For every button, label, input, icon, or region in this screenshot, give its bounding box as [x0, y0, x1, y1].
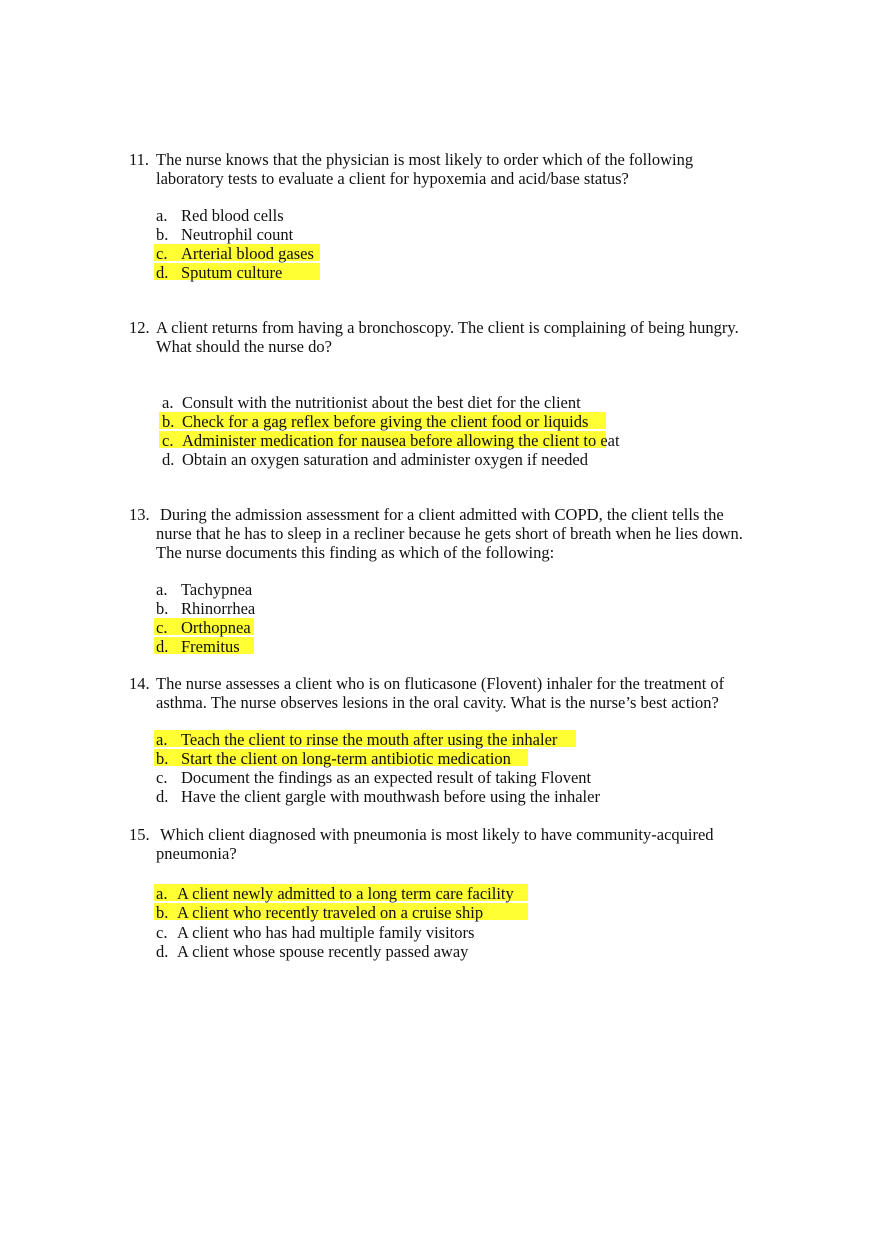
- question-text-line: What should the nurse do?: [156, 337, 332, 356]
- answer-option: c. Administer medication for nausea before allowing the client to eat: [162, 431, 620, 450]
- question-text-line: The nurse assesses a client who is on fluticasone (Flovent) inhaler for the treatment of: [156, 674, 725, 693]
- answer-option: d. Obtain an oxygen saturation and administer oxygen if needed: [162, 450, 588, 469]
- question-number: 15.: [129, 825, 150, 844]
- answer-option: a. A client newly admitted to a long term care facility: [156, 884, 514, 903]
- question-text-line: During the admission assessment for a client admitted with COPD, the client tells the: [160, 505, 724, 524]
- answer-option: d. A client whose spouse recently passed away: [156, 942, 469, 961]
- question-number: 14.: [129, 674, 150, 693]
- answer-option: d. Fremitus: [156, 637, 240, 656]
- question-text-line: The nurse documents this finding as which of the following:: [156, 543, 555, 562]
- answer-option: b. A client who recently traveled on a cruise ship: [156, 903, 484, 922]
- question-number: 11.: [129, 150, 150, 169]
- question-text-line: A client returns from having a bronchoscopy. The client is complaining of being hungry.: [156, 318, 739, 337]
- answer-option: a. Teach the client to rinse the mouth after using the inhaler: [156, 730, 558, 749]
- answer-option: b. Start the client on long-term antibiotic medication: [156, 749, 511, 768]
- answer-option: d. Have the client gargle with mouthwash before using the inhaler: [156, 787, 600, 806]
- answer-option: c. Document the findings as an expected result of taking Flovent: [156, 768, 592, 787]
- answer-option: b. Rhinorrhea: [156, 599, 256, 618]
- answer-option: c. A client who has had multiple family visitors: [156, 923, 475, 942]
- answer-option: a. Red blood cells: [156, 206, 284, 225]
- answer-option: c. Orthopnea: [156, 618, 251, 637]
- question-text-line: Which client diagnosed with pneumonia is most likely to have community-acquired: [160, 825, 714, 844]
- question-text-line: pneumonia?: [156, 844, 237, 863]
- answer-option: a. Tachypnea: [156, 580, 253, 599]
- question-text-line: The nurse knows that the physician is most likely to order which of the following: [156, 150, 694, 169]
- answer-option: a. Consult with the nutritionist about the best diet for the client: [162, 393, 581, 412]
- answer-option: d. Sputum culture: [156, 263, 283, 282]
- answer-option: c. Arterial blood gases: [156, 244, 314, 263]
- question-text-line: asthma. The nurse observes lesions in the oral cavity. What is the nurse’s best action?: [156, 693, 719, 712]
- question-number: 12.: [129, 318, 150, 337]
- question-number: 13.: [129, 505, 150, 524]
- answer-option: b. Neutrophil count: [156, 225, 294, 244]
- question-text-line: nurse that he has to sleep in a recliner because he gets short of breath when he lies down.: [156, 524, 743, 543]
- question-text-line: laboratory tests to evaluate a client for hypoxemia and acid/base status?: [156, 169, 629, 188]
- answer-option: b. Check for a gag reflex before giving the client food or liquids: [162, 412, 589, 431]
